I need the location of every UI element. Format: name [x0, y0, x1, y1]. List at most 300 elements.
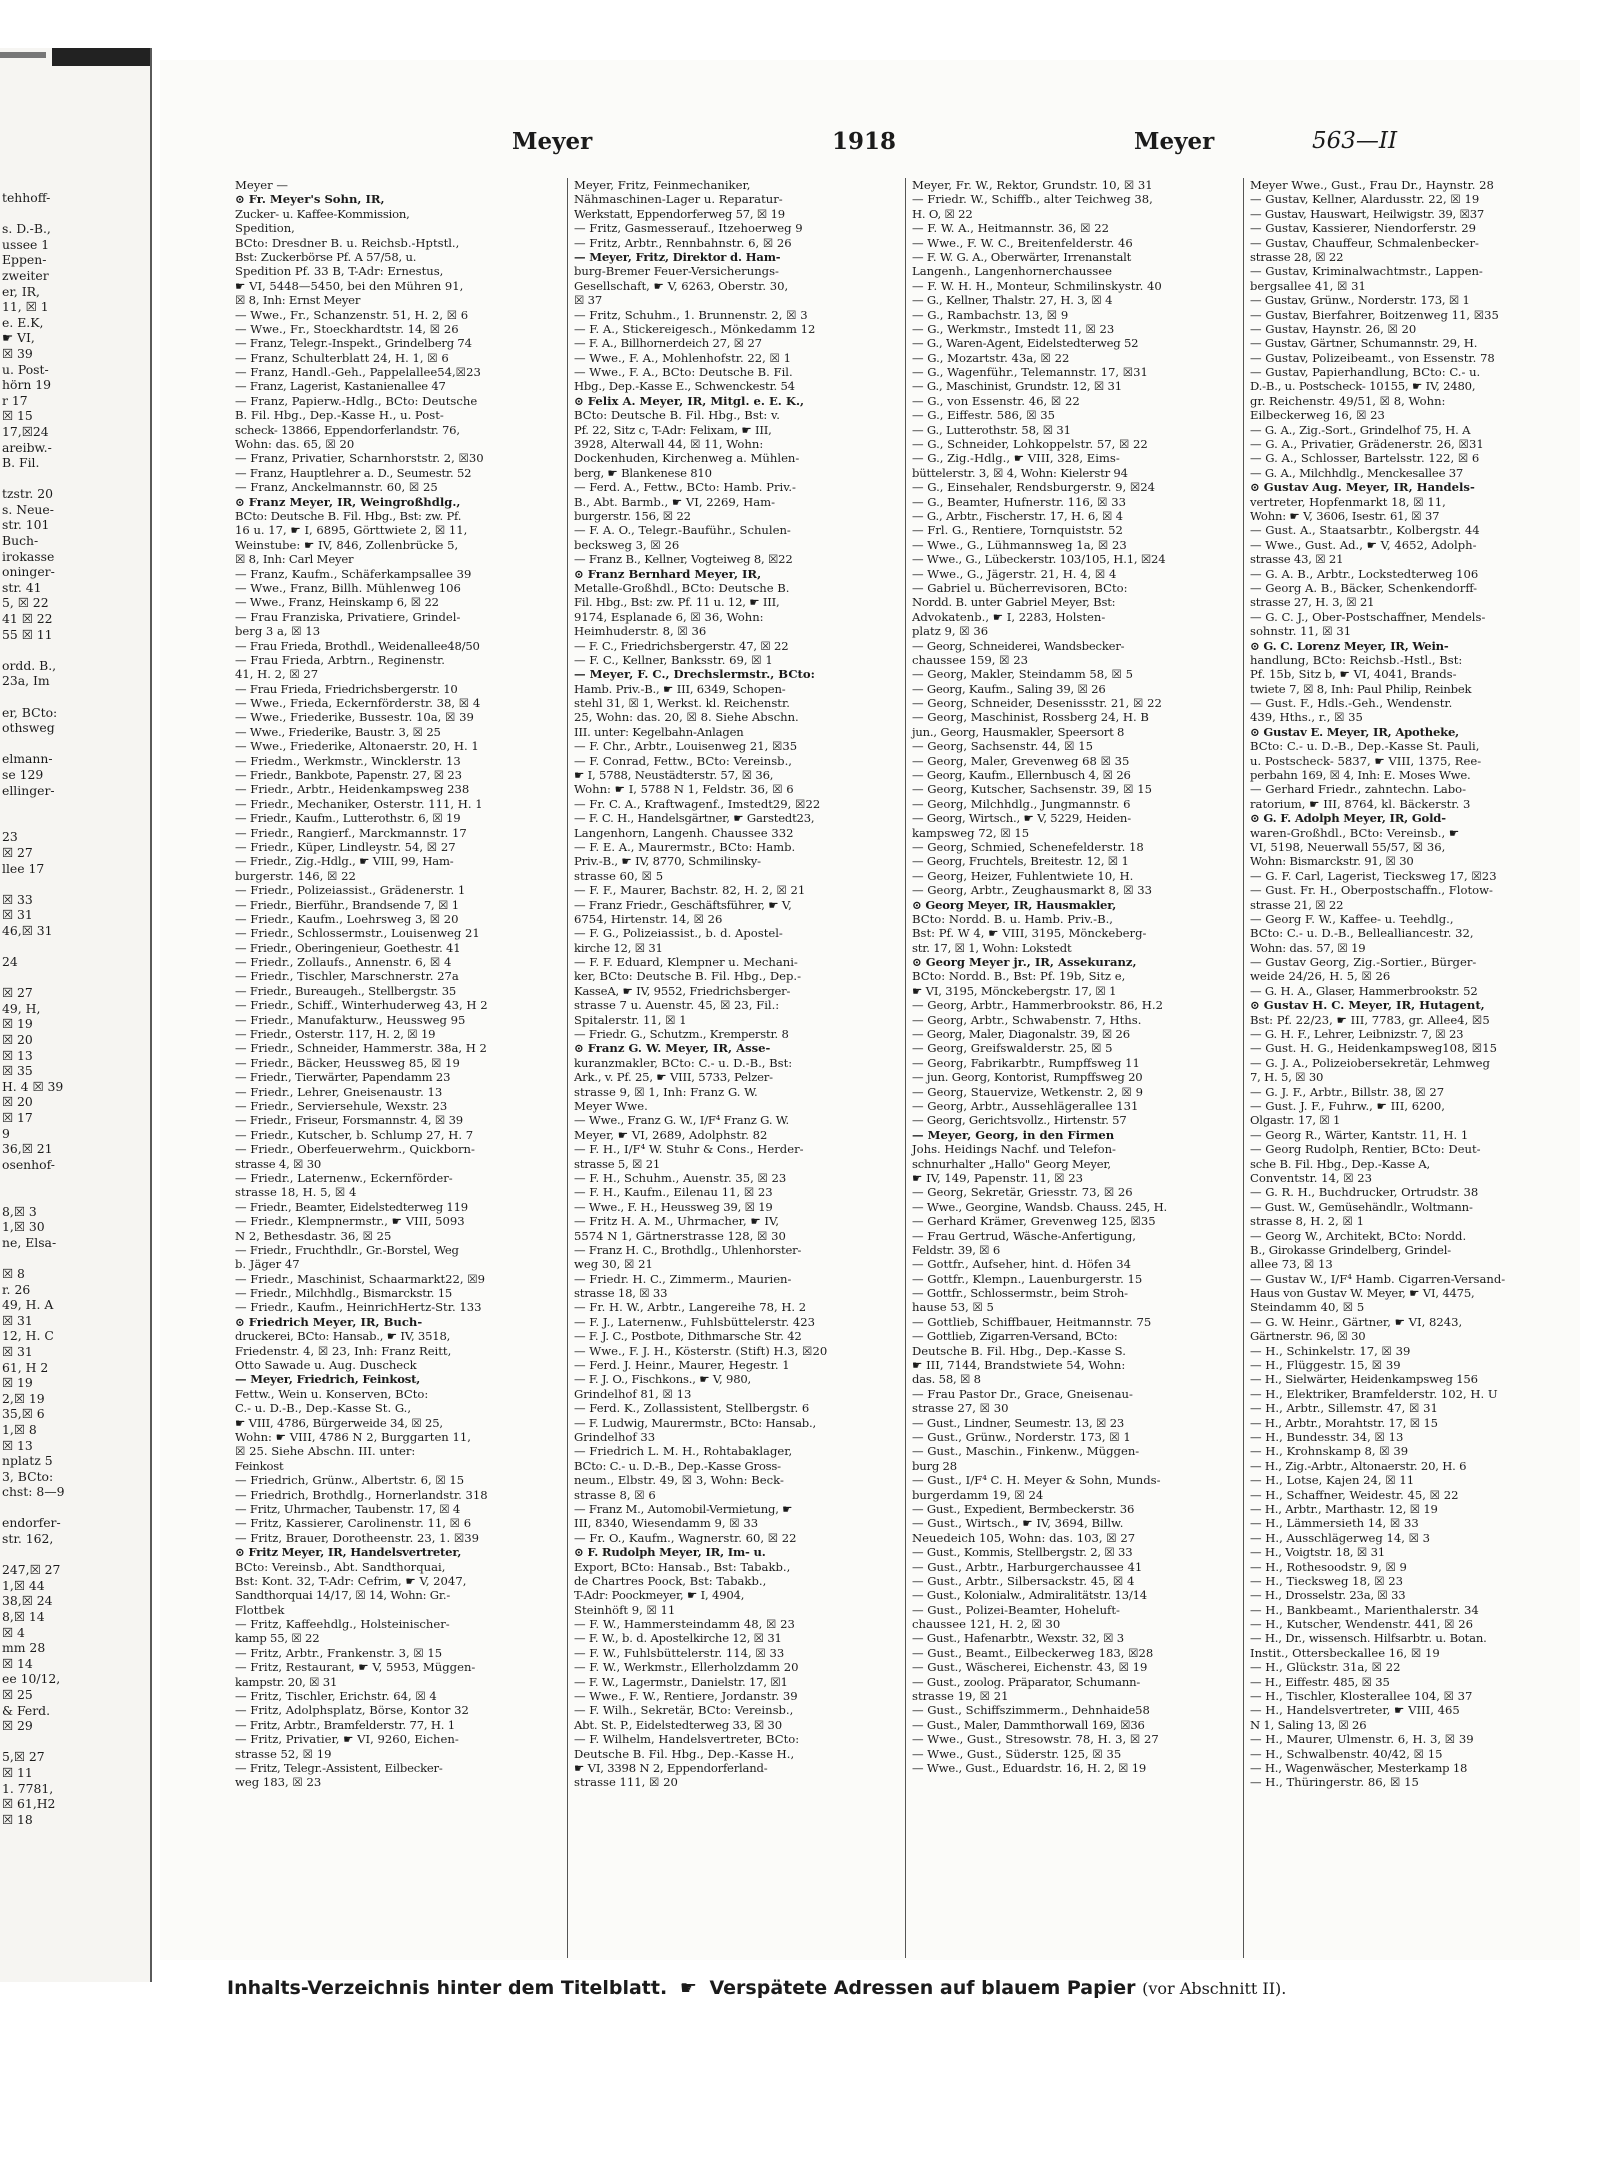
directory-entry-line: 6754, Hirtenstr. 14, ☒ 26: [574, 911, 723, 926]
directory-entry-line: druckerei, BCto: Hansab., ☛ IV, 3518,: [235, 1329, 451, 1344]
previous-page-fragment: ☒ 25: [2, 1687, 33, 1702]
previous-page-fragment: & Ferd.: [2, 1702, 51, 1718]
directory-entry-line: ⊙ Fr. Meyer's Sohn, IR,: [235, 192, 385, 207]
directory-entry-line: Olgastr. 17, ☒ 1: [1250, 1113, 1341, 1128]
directory-entry-line: — Franz, Kaufm., Schäferkampsallee 39: [235, 566, 472, 581]
directory-entry-line: ☛ VIII, 4786, Bürgerweide 34, ☒ 25,: [235, 1415, 443, 1430]
directory-entry-line: de Chartres Poock, Bst: Tabakb.,: [574, 1573, 767, 1588]
directory-entry-line: — G. A., Milchhdlg., Menckesallee 37: [1250, 465, 1464, 480]
directory-entry-line: — Gust., Wäscherei, Eichenstr. 43, ☒ 19: [912, 1660, 1148, 1675]
previous-page-fragment: ☒ 18: [2, 1811, 33, 1827]
previous-page-fragment: ne, Elsa-: [2, 1234, 57, 1250]
previous-page-fragment: ☒ 17: [2, 1110, 33, 1126]
previous-page-fragment: areibw.-: [2, 439, 52, 455]
directory-entry-line: Meyer, Fr. W., Rektor, Grundstr. 10, ☒ 31: [912, 178, 1153, 192]
directory-entry-line: — F. W., Werkmstr., Ellerholzdamm 20: [574, 1660, 799, 1675]
directory-entry-line: — Franz, Anckelmannstr. 60, ☒ 25: [235, 480, 438, 495]
directory-entry-line: ☛ IV, 149, Papenstr. 11, ☒ 23: [912, 1170, 1084, 1185]
directory-entry-line: — Ferd. J. Heinr., Maurer, Hegestr. 1: [574, 1358, 790, 1373]
directory-entry-line: — Meyer, Fritz, Direktor d. Ham-: [574, 249, 781, 264]
directory-entry-line: schnurhalter „Hallo" Georg Meyer,: [912, 1156, 1111, 1171]
directory-entry-line: B., Abt. Barmb., ☛ VI, 2269, Ham-: [574, 494, 776, 509]
directory-entry-line: — Fritz, Gasmesserauf., Itzehoerweg 9: [574, 221, 803, 236]
directory-entry-line: Eilbeckerweg 16, ☒ 23: [1250, 408, 1385, 423]
directory-entry-line: Bst: Pf. W 4, ☛ VIII, 3195, Mönckeberg-: [912, 926, 1147, 941]
directory-entry-line: — Friedrich, Brothdlg., Hornerlandstr. 318: [235, 1487, 488, 1502]
directory-entry-line: Metalle-Großhdl., BCto: Deutsche B.: [574, 580, 790, 595]
previous-page-fragment: Eppen-: [2, 252, 47, 268]
directory-entry-line: — Wwe., G., Lühmannsweg 1a, ☒ 23: [912, 537, 1127, 552]
directory-entry-line: — H., Arbtr., Morahtstr. 17, ☒ 15: [1250, 1415, 1438, 1430]
directory-entry-line: — Friedr. G., Schutzm., Kremperstr. 8: [574, 1027, 789, 1042]
previous-page-fragment: ☒ 29: [2, 1718, 33, 1734]
directory-entry-line: — Georg, Milchhdlg., Jungmannstr. 6: [912, 796, 1131, 811]
previous-page-fragment: [0, 736, 150, 752]
directory-entry-line: waren-Großhdl., BCto: Vereinsb., ☛: [1250, 825, 1460, 840]
directory-entry-line: — Wwe., F. W., Rentiere, Jordanstr. 39: [574, 1689, 798, 1704]
directory-entry-line: 25, Wohn: das. 20, ☒ 8. Siehe Abschn.: [574, 710, 799, 725]
directory-entry-line: strasse 60, ☒ 5: [574, 868, 664, 883]
directory-entry-line: — Gerhard Krämer, Grevenweg 125, ☒35: [912, 1214, 1156, 1229]
directory-entry-line: 9174, Esplanade 6, ☒ 36, Wohn:: [574, 609, 764, 624]
directory-entry-line: — Wwe., Franz G. W., I/F⁴ Franz G. W.: [574, 1113, 789, 1128]
directory-entry-line: — H., Voigtstr. 18, ☒ 31: [1250, 1545, 1385, 1560]
directory-entry-line: — Georg, Heizer, Fuhlentwiete 10, H.: [912, 868, 1134, 883]
directory-entry-line: — Fritz, Restaurant, ☛ V, 5953, Müggen-: [235, 1660, 476, 1675]
directory-entry-line: — Gustav, Papierhandlung, BCto: C.- u.: [1250, 365, 1481, 380]
previous-page-fragment: [0, 1500, 150, 1516]
directory-entry-line: — F. J. C., Postbote, Dithmarsche Str. 42: [574, 1329, 802, 1344]
directory-entry-line: BCto: Dresdner B. u. Reichsb.-Hptstl.,: [235, 235, 460, 250]
header-right-name: Meyer: [1134, 128, 1215, 155]
directory-entry-line: Johs. Heidings Nachf. und Telefon-: [912, 1142, 1116, 1157]
directory-entry-line: ⊙ Fritz Meyer, IR, Handelsvertreter,: [235, 1545, 462, 1560]
directory-entry-line: — H., Sielwärter, Heidenkampsweg 156: [1250, 1372, 1478, 1387]
directory-entry-line: — Georg W., Architekt, BCto: Nordd.: [1250, 1228, 1467, 1243]
directory-entry-line: platz 9, ☒ 36: [912, 624, 989, 639]
directory-entry-line: — Gerhard Friedr., zahntechn. Labo-: [1250, 782, 1467, 797]
directory-entry-line: — Wwe., Fr., Schanzenstr. 51, H. 2, ☒ 6: [235, 307, 469, 322]
directory-entry-line: — H., Wagenwäscher, Mesterkamp 18: [1250, 1760, 1468, 1775]
directory-entry-line: Hamb. Priv.-B., ☛ III, 6349, Schopen-: [574, 681, 786, 696]
directory-entry-line: — Georg, Kutscher, Sachsenstr. 39, ☒ 15: [912, 782, 1152, 797]
directory-entry-line: — G. H. A., Glaser, Hammerbrookstr. 52: [1250, 983, 1478, 998]
previous-page-fragment: 1,☒ 30: [2, 1219, 45, 1235]
page-number: 563—II: [1312, 128, 1398, 154]
directory-entry-line: — Friedr., Kaufm., Loehrsweg 3, ☒ 20: [235, 911, 459, 926]
directory-entry-line: — G. H. F., Lehrer, Leibnizstr. 7, ☒ 23: [1250, 1027, 1464, 1042]
directory-entry-line: Otto Sawade u. Aug. Duscheck: [235, 1358, 417, 1373]
directory-entry-line: — Franz, Handl.-Geh., Pappelallee54,☒23: [235, 365, 481, 380]
directory-entry-line: — F. C. H., Handelsgärtner, ☛ Garstedt23,: [574, 811, 815, 826]
directory-entry-line: — Gust., Wirtsch., ☛ IV, 3694, Billw.: [912, 1516, 1124, 1531]
directory-entry-line: — H., Flüggestr. 15, ☒ 39: [1250, 1358, 1401, 1373]
directory-entry-line: — Georg, Gerichtsvollz., Hirtenstr. 57: [912, 1113, 1127, 1128]
directory-entry-line: Werkstatt, Eppendorferweg 57, ☒ 19: [574, 206, 785, 221]
directory-entry-line: strasse 52, ☒ 19: [235, 1746, 332, 1761]
previous-page-fragment: s. D.-B.,: [2, 221, 51, 237]
previous-page-fragment: 38,☒ 24: [2, 1593, 53, 1609]
directory-entry-line: — Georg, Schneider, Desenissstr. 21, ☒ 22: [912, 696, 1162, 711]
directory-entry-line: — Georg, Arbtr., Aussehlägerallee 131: [912, 1099, 1139, 1113]
directory-entry-line: — Fritz, Arbtr., Rennbahnstr. 6, ☒ 26: [574, 235, 792, 250]
previous-page-fragment: [0, 206, 150, 222]
directory-entry-line: — Gottlieb, Zigarren-Versand, BCto:: [912, 1329, 1118, 1344]
directory-entry-line: — Friedr., Tierwärter, Papendamm 23: [235, 1070, 451, 1085]
directory-entry-line: — G., Waren-Agent, Eidelstedterweg 52: [912, 336, 1139, 351]
directory-entry-line: — Gustav Georg, Zig.-Sortier., Bürger-: [1250, 955, 1477, 970]
directory-entry-line: — Fritz, Kassierer, Carolinenstr. 11, ☒ 6: [235, 1516, 472, 1531]
directory-entry-line: — Georg, Fabrikarbtr., Rumpffsweg 11: [912, 1055, 1140, 1070]
directory-entry-line: — Franz H. C., Brothdlg., Uhlenhorster-: [574, 1242, 802, 1257]
directory-entry-line: Friedenstr. 4, ☒ 23, Inh: Franz Reitt,: [235, 1343, 452, 1358]
directory-entry-line: — Georg Rudolph, Rentier, BCto: Deut-: [1250, 1142, 1481, 1157]
directory-entry-line: — G., Schneider, Lohkoppelstr. 57, ☒ 22: [912, 437, 1148, 452]
previous-page-fragment: ☒ 33: [2, 891, 33, 907]
directory-entry-line: — Gustav, Kriminalwachtmstr., Lappen-: [1250, 264, 1483, 279]
directory-entry-line: BCto: Vereinsb., Abt. Sandthorquai,: [235, 1559, 446, 1574]
directory-entry-line: — Franz Friedr., Geschäftsführer, ☛ V,: [574, 897, 792, 912]
previous-page-fragment: 24: [2, 954, 18, 970]
directory-entry-line: — Fr. H. W., Arbtr., Langereihe 78, H. 2: [574, 1300, 807, 1315]
directory-entry-line: — Gottfr., Aufseher, hint. d. Höfen 34: [912, 1257, 1131, 1272]
footer-section-note: (vor Abschnitt II).: [1142, 1979, 1287, 1998]
directory-entry-line: Meyer Wwe., Gust., Frau Dr., Haynstr. 28: [1250, 178, 1494, 192]
directory-entry-line: ⊙ G. F. Adolph Meyer, IR, Gold-: [1250, 811, 1446, 826]
previous-page-fragment: ☒ 27: [2, 985, 33, 1001]
directory-entry-line: — F. E. A., Maurermstr., BCto: Hamb.: [574, 839, 796, 854]
directory-entry-line: Zucker- u. Kaffee-Kommission,: [235, 206, 410, 221]
directory-entry-line: — Gabriel u. Bücherrevisoren, BCto:: [912, 580, 1128, 595]
previous-page-fragment: s. Neue-: [2, 501, 54, 517]
directory-entry-line: BCto: Nordd. B., Bst: Pf. 19b, Sitz e,: [912, 969, 1126, 984]
directory-entry-line: — F. Wilhelm, Handelsvertreter, BCto:: [574, 1732, 800, 1747]
directory-entry-line: Dockenhuden, Kirchenweg a. Mühlen-: [574, 451, 800, 466]
directory-entry-line: — Wwe., Gust. Ad., ☛ V, 4652, Adolph-: [1250, 537, 1477, 552]
previous-page-fragment: ☒ 35: [2, 1063, 33, 1079]
directory-column-2: [567, 178, 886, 1958]
directory-entry-line: strasse 27, H. 3, ☒ 21: [1250, 595, 1375, 610]
directory-entry-line: — F. F., Maurer, Bachstr. 82, H. 2, ☒ 21: [574, 883, 806, 898]
directory-entry-line: — Friedr., Bierführ., Brandsende 7, ☒ 1: [235, 897, 459, 912]
previous-page-fragment: tehhoff-: [2, 190, 51, 205]
previous-page-fragment: hörn 19: [2, 377, 52, 393]
directory-entry-line: — Fritz H. A. M., Uhrmacher, ☛ IV,: [574, 1214, 780, 1229]
directory-entry-line: — Gust. W., Gemüsehändlr., Woltmann-: [1250, 1199, 1473, 1214]
previous-page-fragment: ussee 1: [2, 236, 50, 252]
directory-entry-line: — G. A., Schlosser, Bartelsstr. 122, ☒ 6: [1250, 451, 1480, 466]
directory-entry-line: Pf. 22, Sitz c, T-Adr: Felixam, ☛ III,: [574, 422, 772, 437]
directory-entry-line: Wohn: ☛ VIII, 4786 N 2, Burggarten 11,: [235, 1429, 471, 1444]
directory-entry-line: Instit., Ottersbeckallee 16, ☒ 19: [1250, 1645, 1440, 1660]
directory-entry-line: — Ferd. K., Zollassistent, Stellbergstr. 6: [574, 1401, 810, 1416]
previous-page-fragment: ☒ 20: [2, 1094, 33, 1110]
directory-entry-line: — G., Kellner, Thalstr. 27, H. 3, ☒ 4: [912, 293, 1113, 308]
directory-entry-line: ☒ 8, Inh: Carl Meyer: [235, 552, 354, 567]
previous-page-fragment: [0, 1250, 150, 1266]
previous-page-fragment: ☒ 31: [2, 1312, 33, 1328]
directory-entry-line: — Friedr., Fruchthdlr., Gr.-Borstel, Weg: [235, 1242, 459, 1257]
directory-entry-line: — Meyer, Georg, in den Firmen: [912, 1127, 1115, 1142]
previous-page-fragments: [0, 48, 150, 1827]
directory-entry-line: — Friedr., Klempnermstr., ☛ VIII, 5093: [235, 1214, 465, 1229]
previous-page-fragment: tzstr. 20: [2, 486, 54, 502]
previous-page-fragment: str. 41: [2, 579, 42, 595]
directory-entry-line: — F. F. Eduard, Klempner u. Mechani-: [574, 955, 798, 970]
directory-entry-line: — F. H., Kaufm., Eilenau 11, ☒ 23: [574, 1185, 773, 1200]
previous-page-fragment: 1,☒ 8: [2, 1421, 37, 1437]
directory-entry-line: — Georg, Arbtr., Schwabenstr. 7, Hths.: [912, 1012, 1142, 1027]
previous-page-fragment: ☒ 39: [2, 345, 33, 361]
previous-page-fragment: 35,☒ 6: [2, 1406, 45, 1422]
previous-page-fragment: se 129: [2, 766, 44, 782]
previous-page-fragment: H. 4 ☒ 39: [2, 1078, 64, 1094]
directory-entry-line: Haus von Gustav W. Meyer, ☛ VI, 4475,: [1250, 1286, 1475, 1301]
previous-page-fragment: ☒ 15: [2, 408, 33, 424]
directory-entry-line: — H., Drosselstr. 23a, ☒ 33: [1250, 1588, 1406, 1603]
directory-entry-line: Nordd. B. unter Gabriel Meyer, Bst:: [912, 595, 1116, 610]
directory-entry-line: — G. J. F., Arbtr., Billstr. 38, ☒ 27: [1250, 1084, 1445, 1099]
directory-entry-line: — Friedr., Oberfeuerwehrm., Quickborn-: [235, 1142, 475, 1157]
directory-entry-line: handlung, BCto: Reichsb.-Hstl., Bst:: [1250, 652, 1463, 667]
directory-entry-line: Nähmaschinen-Lager u. Reparatur-: [574, 192, 783, 207]
directory-entry-line: neum., Elbstr. 49, ☒ 3, Wohn: Beck-: [574, 1473, 784, 1488]
directory-entry-line: — Friedr., Lehrer, Gneisenaustr. 13: [235, 1084, 443, 1099]
directory-entry-line: strasse 28, ☒ 22: [1250, 249, 1344, 264]
previous-page-fragment: r 17: [2, 392, 28, 408]
directory-entry-line: — Gottfr., Schlossermstr., beim Stroh-: [912, 1286, 1128, 1301]
directory-entry-line: — Friedrich L. M. H., Rohtabaklager,: [574, 1444, 793, 1459]
directory-entry-line: 7, H. 5, ☒ 30: [1250, 1070, 1324, 1085]
directory-entry-line: u. Postscheck- 5837, ☛ VIII, 1375, Ree-: [1250, 753, 1482, 768]
directory-entry-line: Conventstr. 14, ☒ 23: [1250, 1170, 1373, 1185]
directory-entry-line: — Franz, Hauptlehrer a. D., Seumestr. 52: [235, 465, 472, 480]
directory-entry-line: ☛ I, 5788, Neustädterstr. 57, ☒ 36,: [574, 768, 774, 783]
directory-entry-line: — Gustav, Polizeibeamt., von Essenstr. 78: [1250, 350, 1495, 365]
previous-page-fragment: ☒ 19: [2, 1016, 33, 1032]
directory-entry-line: ⊙ Gustav Aug. Meyer, IR, Handels-: [1250, 480, 1475, 495]
directory-entry-line: Weinstube: ☛ IV, 846, Zollenbrücke 5,: [235, 537, 459, 552]
directory-entry-line: — F. Ludwig, Maurermstr., BCto: Hansab.,: [574, 1415, 817, 1430]
directory-entry-line: b. Jäger 47: [235, 1257, 300, 1272]
directory-entry-line: vertreter, Hopfenmarkt 18, ☒ 11,: [1250, 494, 1446, 509]
previous-page-fragment: ☒ 31: [2, 1343, 33, 1359]
previous-page-fragment: ☒ 61,H2: [2, 1796, 56, 1812]
previous-page-fragment: er, BCto:: [2, 704, 58, 720]
directory-entry-line: — Friedr., Serviersehule, Wexstr. 23: [235, 1099, 448, 1113]
directory-entry-line: — F. W., Hammersteindamm 48, ☒ 23: [574, 1617, 795, 1632]
previous-page-fragment: [0, 1172, 150, 1188]
directory-entry-line: — F. J. O., Fischkons., ☛ V, 980,: [574, 1372, 752, 1387]
directory-entry-line: ⊙ Gustav H. C. Meyer, IR, Hutagent,: [1250, 998, 1485, 1013]
directory-entry-line: — G. A., Zig.-Sort., Grindelhof 75, H. A: [1250, 422, 1471, 437]
directory-entry-line: — H., Glückstr. 31a, ☒ 22: [1250, 1660, 1401, 1675]
directory-entry-line: — Friedr., Schlossermstr., Louisenweg 21: [235, 926, 480, 941]
directory-entry-line: str. 17, ☒ 1, Wohn: Lokstedt: [912, 940, 1072, 955]
previous-page-fragment: 41 ☒ 22: [2, 611, 53, 627]
directory-entry-line: — Franz, Telegr.-Inspekt., Grindelberg 74: [235, 336, 472, 351]
directory-entry-line: — Frau Frieda, Arbtrn., Reginenstr.: [235, 652, 445, 667]
directory-entry-line: Spedition,: [235, 221, 295, 236]
directory-entry-line: — Fr. C. A., Kraftwagenf., Imstedt29, ☒22: [574, 796, 821, 811]
scan-edge-mark: [0, 52, 46, 58]
directory-entry-line: — F. C., Friedrichsbergerstr. 47, ☒ 22: [574, 638, 789, 653]
directory-entry-line: ⊙ Georg Meyer, IR, Hausmakler,: [912, 897, 1117, 912]
previous-page-fragment: elmann-: [2, 751, 53, 767]
directory-entry-line: Fettw., Wein u. Konserven, BCto:: [235, 1386, 429, 1401]
directory-entry-line: — H., Thüringerstr. 86, ☒ 15: [1250, 1775, 1419, 1790]
directory-entry-line: Steindamm 40, ☒ 5: [1250, 1300, 1365, 1315]
directory-page: [160, 60, 1580, 1960]
directory-entry-line: — H., Maurer, Ulmenstr. 6, H. 3, ☒ 39: [1250, 1732, 1474, 1747]
directory-entry-line: Wohn: ☛ I, 5788 N 1, Feldstr. 36, ☒ 6: [574, 782, 794, 797]
header-left-name: Meyer: [512, 128, 593, 155]
directory-entry-line: Langenh., Langenhornerchaussee: [912, 264, 1112, 279]
directory-entry-line: B. Fil. Hbg., Dep.-Kasse H., u. Post-: [235, 408, 444, 423]
directory-entry-line: — Friedr., Rangierf., Marckmannstr. 17: [235, 825, 467, 840]
directory-entry-line: Neuedeich 105, Wohn: das. 103, ☒ 27: [912, 1530, 1136, 1545]
directory-entry-line: — H., Elektriker, Bramfelderstr. 102, H. U: [1250, 1386, 1498, 1401]
directory-entry-line: ☒ 25. Siehe Abschn. III. unter:: [235, 1444, 416, 1459]
directory-entry-line: — F. W. G. A., Oberwärter, Irrenanstalt: [912, 249, 1132, 264]
directory-entry-line: strasse 18, H. 5, ☒ 4: [235, 1185, 357, 1200]
directory-entry-line: — F. W. A., Heitmannstr. 36, ☒ 22: [912, 221, 1109, 236]
directory-entry-line: — Wwe., Friederike, Baustr. 3, ☒ 25: [235, 724, 441, 739]
directory-entry-line: Gärtnerstr. 96, ☒ 30: [1250, 1329, 1366, 1344]
directory-entry-line: — Friedr., Zig.-Hdlg., ☛ VIII, 99, Ham-: [235, 854, 454, 869]
previous-page-fragment: [0, 970, 150, 986]
directory-entry-line: Gesellschaft, ☛ V, 6263, Oberstr. 30,: [574, 278, 789, 293]
directory-entry-line: — H., Bundesstr. 34, ☒ 13: [1250, 1429, 1404, 1444]
directory-entry-line: becksweg 3, ☒ 26: [574, 537, 680, 552]
directory-entry-line: — H., Schwalbenstr. 40/42, ☒ 15: [1250, 1746, 1443, 1761]
directory-entry-line: — Fritz, Tischler, Erichstr. 64, ☒ 4: [235, 1689, 437, 1704]
previous-page-fragment: 1,☒ 44: [2, 1577, 45, 1593]
directory-entry-line: — Wwe., Georgine, Wandsb. Chauss. 245, H.: [912, 1199, 1168, 1214]
directory-entry-line: — Friedr., Osterstr. 117, H. 2, ☒ 19: [235, 1027, 436, 1042]
directory-entry-line: — Gustav, Hauswart, Heilwigstr. 39, ☒37: [1250, 206, 1485, 221]
previous-page-fragment: oninger-: [2, 564, 55, 580]
previous-page-fragment: ordd. B.,: [2, 657, 57, 673]
directory-entry-line: — Georg, Maler, Grevenweg 68 ☒ 35: [912, 753, 1130, 768]
previous-page-fragment: ☒ 13: [2, 1047, 33, 1063]
directory-entry-line: weg 30, ☒ 21: [574, 1257, 653, 1272]
directory-entry-line: — Friedr., Bureaugeh., Stellbergstr. 35: [235, 983, 457, 998]
previous-page-fragment: irokasse: [2, 548, 55, 564]
directory-entry-line: burg 28: [912, 1458, 957, 1473]
directory-entry-line: — Fritz, Telegr.-Assistent, Eilbecker-: [235, 1760, 443, 1775]
previous-page-fragment: 2,☒ 19: [2, 1390, 45, 1406]
directory-entry-line: — Wwe., F. W. C., Breitenfelderstr. 46: [912, 235, 1133, 250]
directory-entry-line: — F. W., Lagermstr., Danielstr. 17, ☒1: [574, 1674, 788, 1689]
directory-entry-line: — Gust., Beamt., Eilbeckerweg 183, ☒28: [912, 1645, 1154, 1660]
directory-entry-line: burg-Bremer Feuer-Versicherungs-: [574, 264, 779, 279]
directory-entry-line: — Gustav, Kellner, Alardusstr. 22, ☒ 19: [1250, 192, 1480, 207]
previous-page-fragment: ☒ 14: [2, 1655, 33, 1671]
directory-entry-line: — F. H., Schuhm., Auenstr. 35, ☒ 23: [574, 1170, 787, 1185]
directory-entry-line: — Wwe., Franz, Heinskamp 6, ☒ 22: [235, 595, 439, 610]
directory-entry-line: 3928, Alterwall 44, ☒ 11, Wohn:: [574, 437, 764, 452]
directory-entry-line: — Georg, Wirtsch., ☛ V, 5229, Heiden-: [912, 811, 1131, 826]
directory-entry-line: — H., Arbtr., Sillemstr. 47, ☒ 31: [1250, 1401, 1438, 1416]
directory-entry-line: BCto: C.- u. D.-B., Dep.-Kasse St. Pauli,: [1250, 739, 1480, 754]
page-footer: [227, 1977, 1527, 2007]
directory-entry-line: — Georg, Kaufm., Ellernbusch 4, ☒ 26: [912, 768, 1131, 783]
directory-entry-line: — Friedr., Polizeiassist., Grädenerstr. 1: [235, 883, 466, 898]
previous-page-fragment: 8,☒ 3: [2, 1203, 37, 1219]
previous-page-fragment: nplatz 5: [2, 1453, 53, 1469]
directory-entry-line: — H., Tischler, Klosterallee 104, ☒ 37: [1250, 1689, 1473, 1704]
previous-page-fragment: B. Fil.: [2, 455, 40, 471]
previous-page-fragment: ellinger-: [2, 782, 55, 798]
directory-entry-line: — F. A. O., Telegr.-Bauführ., Schulen-: [574, 523, 791, 538]
directory-entry-line: — G., Zig.-Hdlg., ☛ VIII, 328, Eims-: [912, 451, 1120, 466]
directory-entry-line: ⊙ Franz Bernhard Meyer, IR,: [574, 566, 762, 581]
previous-page-fragment: 36,☒ 21: [2, 1141, 53, 1157]
previous-page-fragment: llee 17: [2, 860, 45, 876]
directory-entry-line: — H., Schaffner, Weidestr. 45, ☒ 22: [1250, 1487, 1459, 1502]
directory-entry-line: III, 8340, Wiesendamm 9, ☒ 33: [574, 1516, 759, 1531]
directory-entry-line: — F. W., Fuhlsbüttelerstr. 114, ☒ 33: [574, 1645, 785, 1660]
directory-entry-line: — Frl. G., Rentiere, Tornquiststr. 52: [912, 523, 1123, 538]
previous-page-fragment: [0, 689, 150, 705]
previous-page-fragment: 49, H,: [2, 1000, 41, 1016]
directory-entry-line: — Wwe., Friederike, Bussestr. 10a, ☒ 39: [235, 710, 474, 725]
previous-page-fragment: ☒ 8: [2, 1265, 25, 1281]
directory-entry-line: — Frau Pastor Dr., Grace, Gneisenau-: [912, 1386, 1133, 1401]
directory-entry-line: Wohn: Bismarckstr. 91, ☒ 30: [1250, 854, 1414, 869]
previous-page-fragment: 1. 7781,: [2, 1780, 54, 1796]
directory-entry-line: — Friedr., Maschinist, Schaarmarkt22, ☒9: [235, 1271, 486, 1286]
directory-entry-line: — Friedr., Milchhdlg., Bismarckstr. 15: [235, 1286, 453, 1301]
directory-entry-line: — Fritz, Arbtr., Bramfelderstr. 77, H. 1: [235, 1717, 455, 1732]
directory-entry-line: — Gust., Arbtr., Harburgerchaussee 41: [912, 1559, 1143, 1574]
directory-entry-line: ⊙ Felix A. Meyer, IR, Mitgl. e. E. K.,: [574, 393, 805, 408]
directory-entry-line: KasseA, ☛ IV, 9552, Friedrichsberger-: [574, 983, 791, 998]
directory-entry-line: — Friedr., Bäcker, Heussweg 85, ☒ 19: [235, 1055, 460, 1070]
directory-entry-line: scheck- 13866, Eppendorferlandstr. 76,: [235, 422, 460, 437]
directory-entry-line: Bst: Pf. 22/23, ☛ III, 7783, gr. Allee4, ☒5: [1250, 1012, 1490, 1027]
directory-entry-line: — Gust., Expedient, Bermbeckerstr. 36: [912, 1501, 1135, 1516]
directory-entry-line: — F. C., Kellner, Banksstr. 69, ☒ 1: [574, 652, 773, 667]
previous-page-fragment: [0, 1188, 150, 1204]
previous-page-fragment: ☒ 27: [2, 844, 33, 860]
directory-entry-line: — Friedr., Friseur, Forsmannstr. 4, ☒ 39: [235, 1113, 463, 1128]
previous-page-fragment: 46,☒ 31: [2, 922, 53, 938]
directory-entry-line: strasse 7 u. Auenstr. 45, ☒ 23, Fil.:: [574, 998, 780, 1013]
directory-entry-line: — Franz, Schulterblatt 24, H. 1, ☒ 6: [235, 350, 449, 365]
directory-entry-line: weg 183, ☒ 23: [235, 1775, 322, 1790]
directory-entry-line: — Friedr., Beamter, Eidelstedterweg 119: [235, 1199, 468, 1214]
directory-entry-line: — Fritz, Privatier, ☛ VI, 9260, Eichen-: [235, 1732, 459, 1747]
directory-entry-line: — Georg, Sekretär, Griesstr. 73, ☒ 26: [912, 1185, 1133, 1200]
directory-entry-line: — F. J., Laternenw., Fuhlsbüttelerstr. 423: [574, 1314, 815, 1329]
previous-page-fragment: 23a, Im: [2, 673, 50, 689]
directory-entry-line: — Georg, Makler, Steindamm 58, ☒ 5: [912, 667, 1133, 682]
directory-entry-line: — Georg, Greifswalderstr. 25, ☒ 5: [912, 1041, 1113, 1056]
directory-entry-line: — Gust. H. G., Heidenkampsweg108, ☒15: [1250, 1041, 1497, 1056]
previous-page-fragment: 17,☒24: [2, 423, 49, 439]
directory-entry-line: — G. J. A., Polizeiobersekretär, Lehmweg: [1250, 1055, 1490, 1070]
pointing-hand-icon: ☛: [679, 1977, 697, 1999]
directory-entry-line: Flottbek: [235, 1602, 285, 1617]
directory-entry-line: Abt. St. P., Eidelstedterweg 33, ☒ 30: [574, 1717, 782, 1732]
directory-entry-line: — Gustav, Gärtner, Schumannstr. 29, H.: [1250, 336, 1478, 351]
directory-entry-line: — Fr. O., Kaufm., Wagnerstr. 60, ☒ 22: [574, 1530, 797, 1545]
directory-entry-line: — H., Rothesoodstr. 9, ☒ 9: [1250, 1559, 1407, 1574]
directory-entry-line: — Gust. J. F., Fuhrw., ☛ III, 6200,: [1250, 1099, 1445, 1113]
directory-entry-line: — Gottfr., Klempn., Lauenburgerstr. 15: [912, 1271, 1143, 1286]
